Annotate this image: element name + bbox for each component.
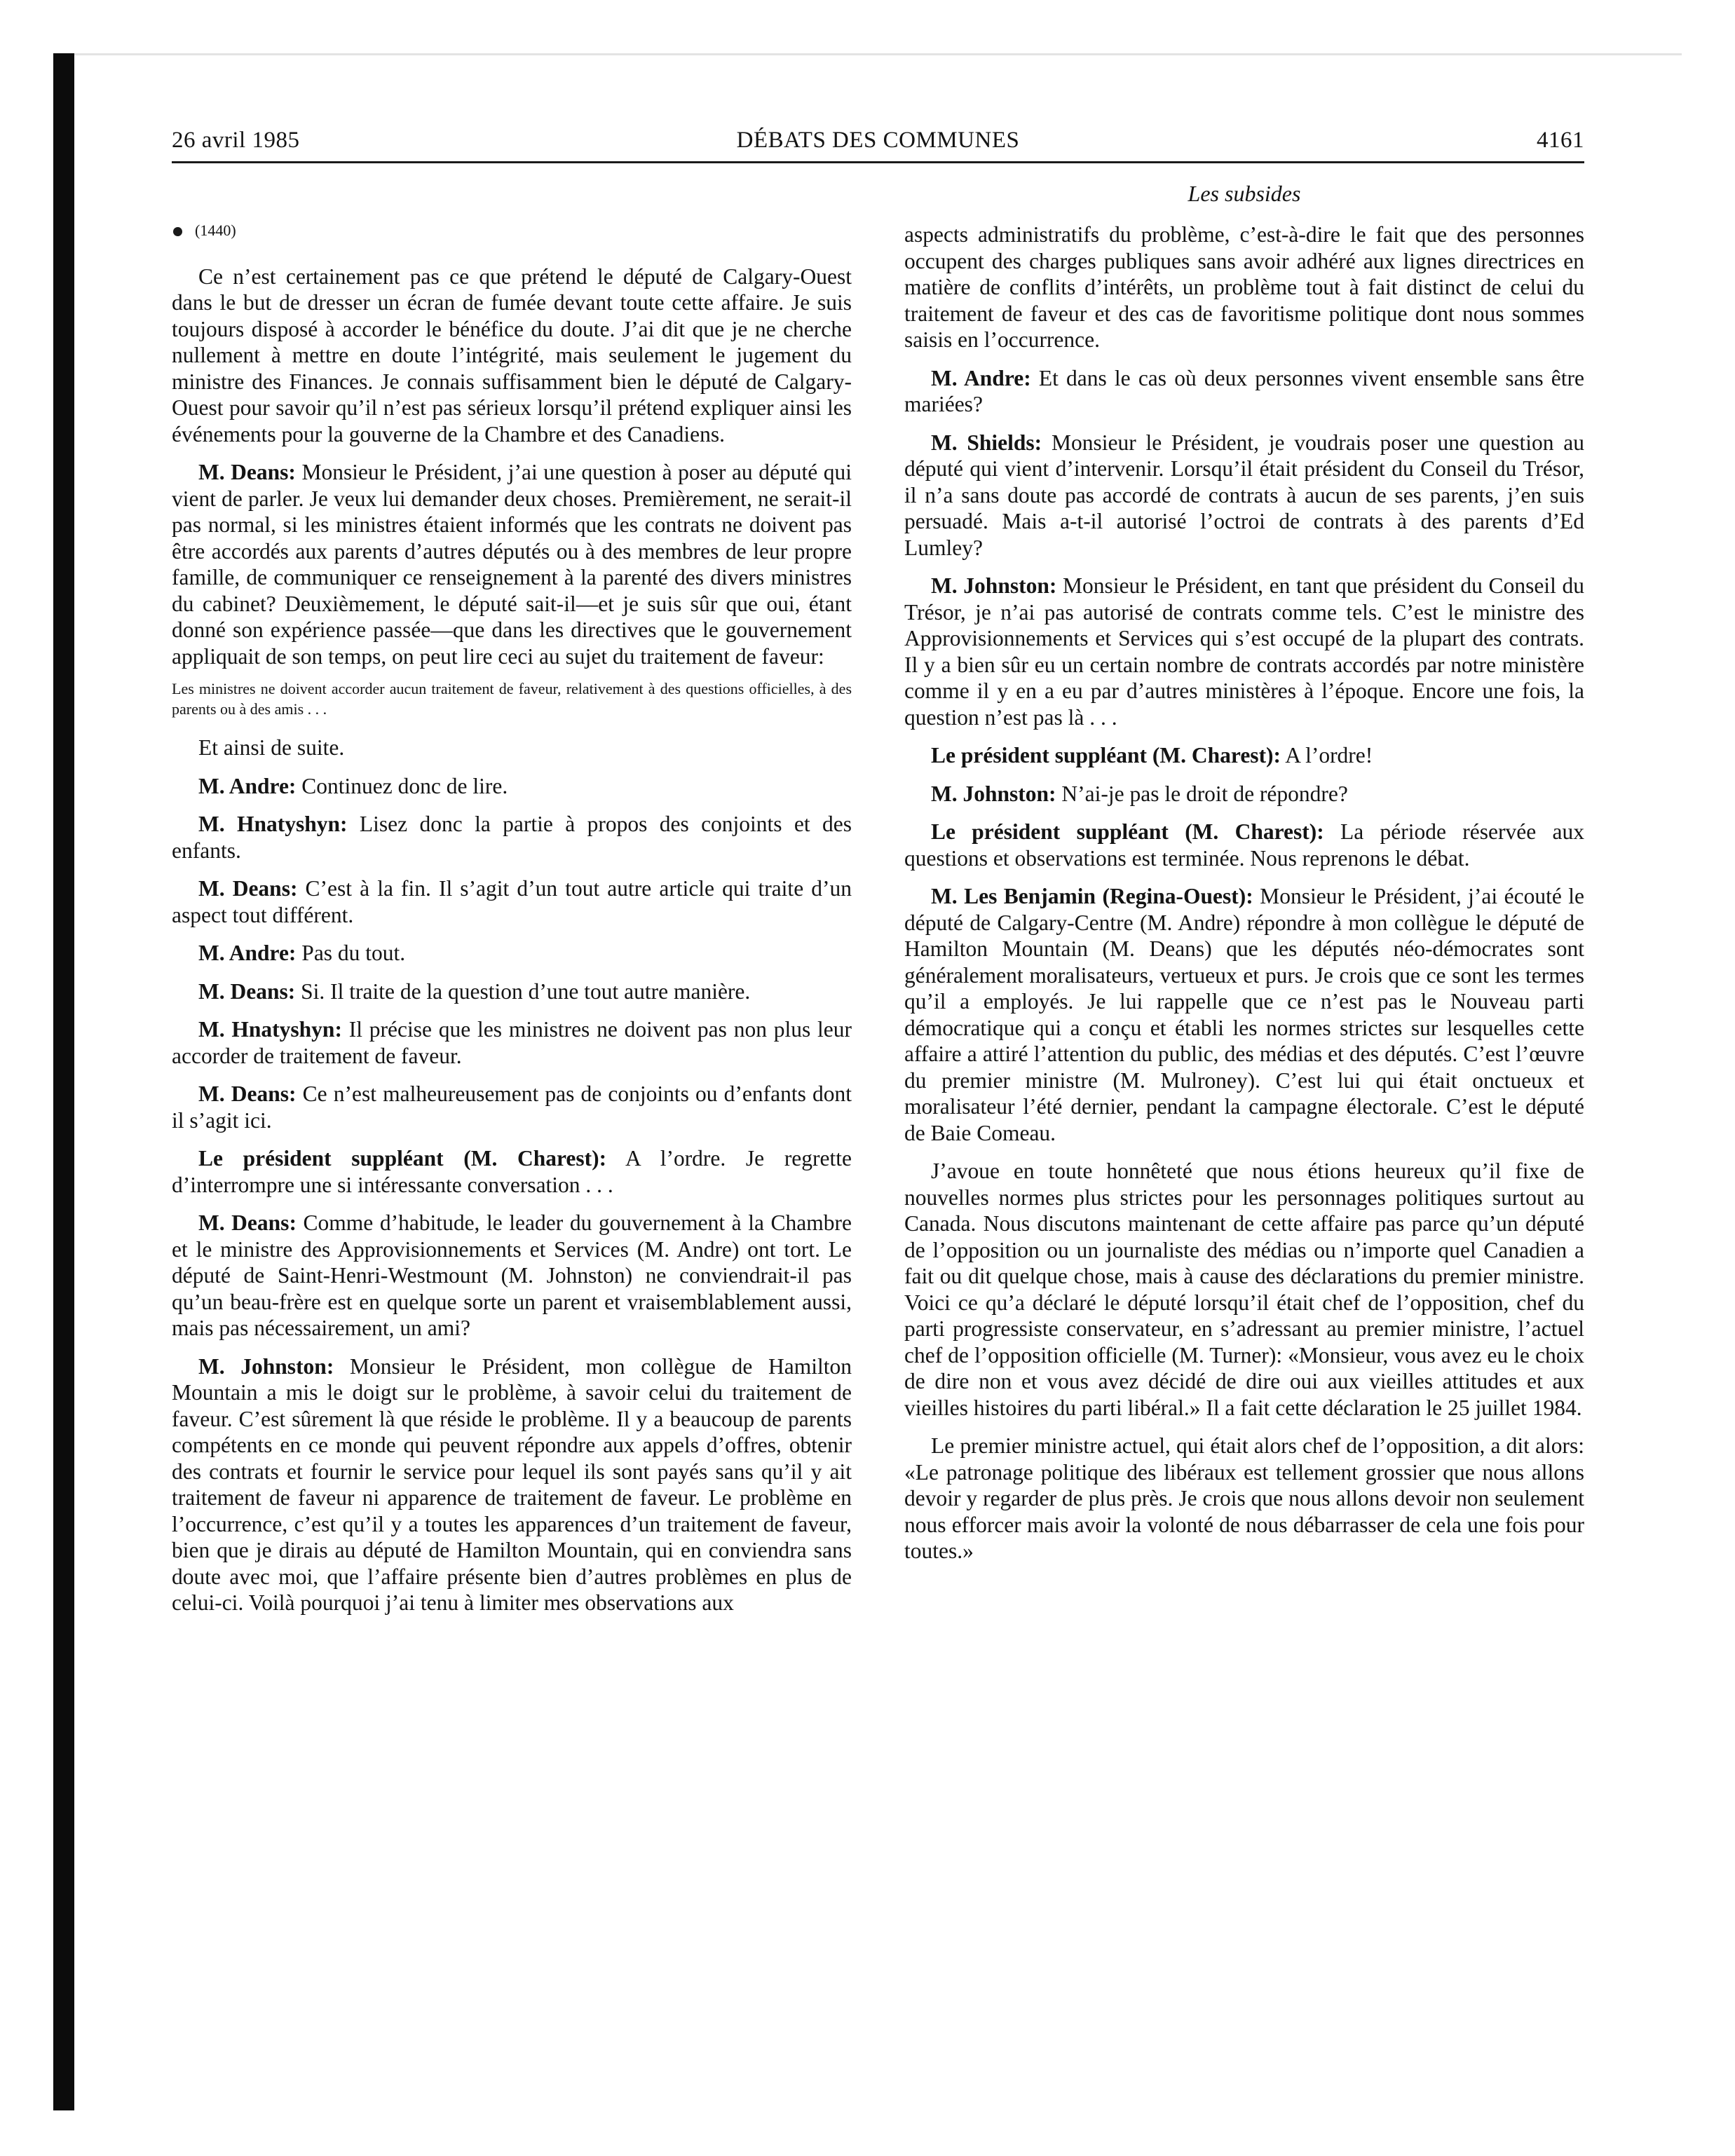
paragraph <box>904 781 1584 807</box>
paragraph-text: Pas du tout. <box>301 941 406 965</box>
paragraph-text: A l’ordre. Je regrette d’interrompre une si intéressante conversation . . . <box>172 1146 852 1197</box>
paragraph-text: Ce n’est certainement pas ce que prétend le député de Calgary-Ouest dans le but de dresser un écran de fumée devant toute cette affaire. Je suis toujours disposé à accorder le bénéfice du doute. J’ai dit que je ne cherche nullement à mettre en doute l’intégrité, mais seulement le jugement du ministre des Finances. Je connais suffisamment bien le député de Calgary-Ouest pour savoir qu’il n’est pas sérieux lorsqu’il prétend expliquer ainsi les événements pour la gouverne de la Chambre et des Canadiens. <box>172 264 852 446</box>
paragraph-text: Lisez donc la partie à propos des conjoints et des enfants. <box>172 812 852 863</box>
paragraph-text: Il précise que les ministres ne doivent pas non plus leur accorder de traitement de faveur. <box>172 1017 852 1068</box>
paragraph <box>904 221 1584 353</box>
paragraph-text: Monsieur le Président, je voudrais poser une question au député qui vient d’intervenir. Lorsqu’il était président du Conseil du Trésor, il n’a sans doute pas accordé de contrats à aucun de ses parents, j’en suis persuadé. Mais a-t-il autorisé l’octroi de contrats à des parents d’Ed Lumley? <box>904 430 1585 560</box>
paragraph-text: Le premier ministre actuel, qui était alors chef de l’opposition, a dit alors: «Le patronage politique des libéraux est tellement grossier que nous allons devoir y regarder de plus près. Je crois que nous allons devoir non seulement nous efforcer mais avoir la volonté de nous débarrasser de cela une fois pour toutes.» <box>904 1433 1584 1563</box>
paragraph-text: C’est à la fin. Il s’agit d’un tout autre article qui traite d’un aspect tout différent. <box>172 876 852 927</box>
paragraph <box>172 264 852 448</box>
paragraph <box>904 819 1584 871</box>
timestamp-text: (1440) <box>195 221 236 239</box>
paragraph <box>172 459 852 669</box>
speaker-name: Le président suppléant (M. Charest): <box>198 1146 607 1171</box>
speaker-name: M. Deans: <box>198 1210 297 1235</box>
paragraph-text: Si. Il traite de la question d’une tout autre manière. <box>301 978 751 1004</box>
speaker-name: M. Deans: <box>198 876 298 901</box>
speaker-name: Le président suppléant (M. Charest): <box>931 743 1281 767</box>
paragraph-text: Monsieur le Président, mon collègue de Hamilton Mountain a mis le doigt sur le problème, à savoir celui du traitement de faveur. C’est sûrement là que réside le problème. Il y a beaucoup de parents compétents en ce monde qui peuvent répondre aux appels d’offres, obtenir des contrats et fournir le service pour lequel ils sont payés sans qu’il y ait traitement de faveur ni apparence de traitement de faveur. Le problème en l’occurrence, c’est qu’il y a toutes les apparences d’un traitement de faveur, bien que je dirais au député de Hamilton Mountain, qui en conviendra sans doute avec moi, que l’affaire présente bien d’autres problèmes en plus de celui-ci. Voilà pourquoi j’ai tenu à limiter mes observations aux <box>172 1353 852 1615</box>
paragraph <box>172 1210 852 1342</box>
paragraph-text: aspects administratifs du problème, c’est-à-dire le fait que des personnes occupent des charges publiques sans avoir adhéré aux lignes directrices en matière de conflits d’intérêts, un problème tout à fait distinct de celui du traitement de faveur et des cas de favoritisme politique dont nous sommes saisis en l’occurrence. <box>904 222 1584 352</box>
paragraph <box>904 430 1584 561</box>
speaker-name: M. Hnatyshyn: <box>198 1017 342 1042</box>
paragraph <box>172 1016 852 1069</box>
speaker-name: M. Hnatyshyn: <box>198 812 348 836</box>
section-title: Les subsides <box>1188 181 1301 206</box>
paragraph <box>904 1158 1584 1421</box>
speaker-name: M. Johnston: <box>198 1353 334 1379</box>
bullet-icon <box>173 227 182 236</box>
paragraph <box>172 940 852 967</box>
paragraph <box>172 1081 852 1133</box>
paragraph <box>172 773 852 800</box>
speaker-name: M. Andre: <box>198 941 297 965</box>
page-number: 4161 <box>1537 128 1584 153</box>
paragraph <box>904 573 1584 730</box>
paragraph <box>904 883 1584 1146</box>
timestamp <box>172 217 852 244</box>
header-date: 26 avril 1985 <box>172 128 300 153</box>
speaker-name: M. Deans: <box>198 1082 297 1106</box>
paragraph-text: J’avoue en toute honnêteté que nous étions heureux qu’il fixe de nouvelles normes plus strictes pour les personnages politiques surtout au Canada. Nous discutons maintenant de cette affaire pas parce qu’un député de l’opposition ou un journaliste des médias ou n’importe quel Canadien a fait ou dit quelque chose, mais à cause des déclarations du premier ministre. Voici ce qu’a déclaré le député lorsqu’il était chef de l’opposition, chef du parti progressiste conservateur, en s’adressant au premier ministre, l’actuel chef de l’opposition officielle (M. Turner): «Monsieur, vous avez eu le choix de dire non et vous avez décidé de dire oui aux vieilles attitudes et aux vieilles histoires du parti libéral.» Il a fait cette déclaration le 25 juillet 1984. <box>904 1159 1584 1420</box>
page-header <box>172 128 1584 164</box>
paragraph-text: Continuez donc de lire. <box>301 773 508 798</box>
speaker-name: M. Deans: <box>198 978 296 1004</box>
page-edge <box>74 53 1682 55</box>
left-column <box>172 217 852 1628</box>
speaker-name: M. Andre: <box>198 773 297 798</box>
paragraph <box>172 1353 852 1616</box>
paragraph <box>172 735 852 761</box>
paragraph-text: A l’ordre! <box>1285 743 1373 767</box>
right-column <box>904 221 1584 1576</box>
paragraph <box>904 365 1584 418</box>
paragraph-text: Monsieur le Président, j’ai une question à poser au député qui vient de parler. Je veux lui demander deux choses. Premièrement, ne serait-il pas normal, si les ministres étaient informés que les contrats ne doivent pas être accordés aux parents d’autres députés ou à des membres de leur propre famille, de communiquer ce renseignement à la parenté des divers ministres du cabinet? Deuxièmement, le député sait-il—et je suis sûr que oui, étant donné son expérience passée—que dans les directives que le gouvernement appliquait de son temps, on peut lire ceci au sujet du traitement de faveur: <box>172 460 852 669</box>
paragraph <box>172 875 852 928</box>
header-rule <box>172 161 1584 163</box>
speaker-name: M. Shields: <box>931 430 1042 455</box>
paragraph <box>904 742 1584 769</box>
speaker-name: M. Deans: <box>198 460 296 484</box>
speaker-name: M. Les Benjamin (Regina-Ouest): <box>931 884 1253 908</box>
paragraph <box>904 1433 1584 1564</box>
speaker-name: Le président suppléant (M. Charest): <box>931 819 1324 844</box>
quotation <box>172 678 852 719</box>
paragraph-text: Monsieur le Président, en tant que président du Conseil du Trésor, je n’ai pas autorisé de contrats comme tels. C’est le ministre des Approvisionnements et Services qui s’est occupé de la plupart des contrats. Il y a bien sûr eu un certain nombre de contrats accordés par notre ministère comme il y en a eu par d’autres ministères à l’époque. Encore une fois, la question n’est pas là . . . <box>904 573 1585 730</box>
paragraph-text: La période réservée aux questions et observations est terminée. Nous reprenons le débat. <box>904 819 1584 871</box>
paragraph <box>172 978 852 1005</box>
paragraph-text: N’ai-je pas le droit de répondre? <box>1061 781 1348 806</box>
paragraph-text: Ce n’est malheureusement pas de conjoints ou d’enfants dont il s’agit ici. <box>172 1082 852 1133</box>
speaker-name: M. Andre: <box>931 365 1031 390</box>
paragraph <box>172 1145 852 1198</box>
paragraph-text: Comme d’habitude, le leader du gouvernement à la Chambre et le ministre des Approvisionnements et Services (M. Andre) ont tort. Le député de Saint-Henri-Westmount (M. Johnston) ne conviendrait-il pas qu’un beau-frère est en quelque sorte un parent et vraisemblablement aussi, mais pas nécessairement, un ami? <box>172 1210 852 1340</box>
speaker-name: M. Johnston: <box>931 573 1057 598</box>
paragraph-text: Monsieur le Président, j’ai écouté le député de Calgary-Centre (M. Andre) répondre à mon collègue le député de Hamilton Mountain (M. Deans) que les députés néo-démocrates sont généralement moralisateurs, vertueux et purs. Je crois que ce sont les termes qu’il a employés. Je lui rappelle que ce n’est pas le Nouveau parti démocratique qui a conçu et établi les normes strictes sur lesquelles cette affaire a attiré l’attention du public, des médias et des députés. C’est l’œuvre du premier ministre (M. Mulroney). C’est lui qui était onctueux et moralisateur l’été dernier, pendant la campagne électorale. C’est le député de Baie Comeau. <box>904 884 1585 1145</box>
speaker-name: M. Johnston: <box>931 781 1056 806</box>
quotation-text: Les ministres ne doivent accorder aucun traitement de faveur, relativement à des questions officielles, à des parents ou à des amis . . . <box>172 680 852 718</box>
header-title: DÉBATS DES COMMUNES <box>736 128 1020 153</box>
paragraph-text: Et dans le cas où deux personnes vivent ensemble sans être mariées? <box>904 365 1585 416</box>
scan-border <box>53 53 74 2110</box>
paragraph-text: Et ainsi de suite. <box>198 735 345 760</box>
paragraph <box>172 811 852 864</box>
